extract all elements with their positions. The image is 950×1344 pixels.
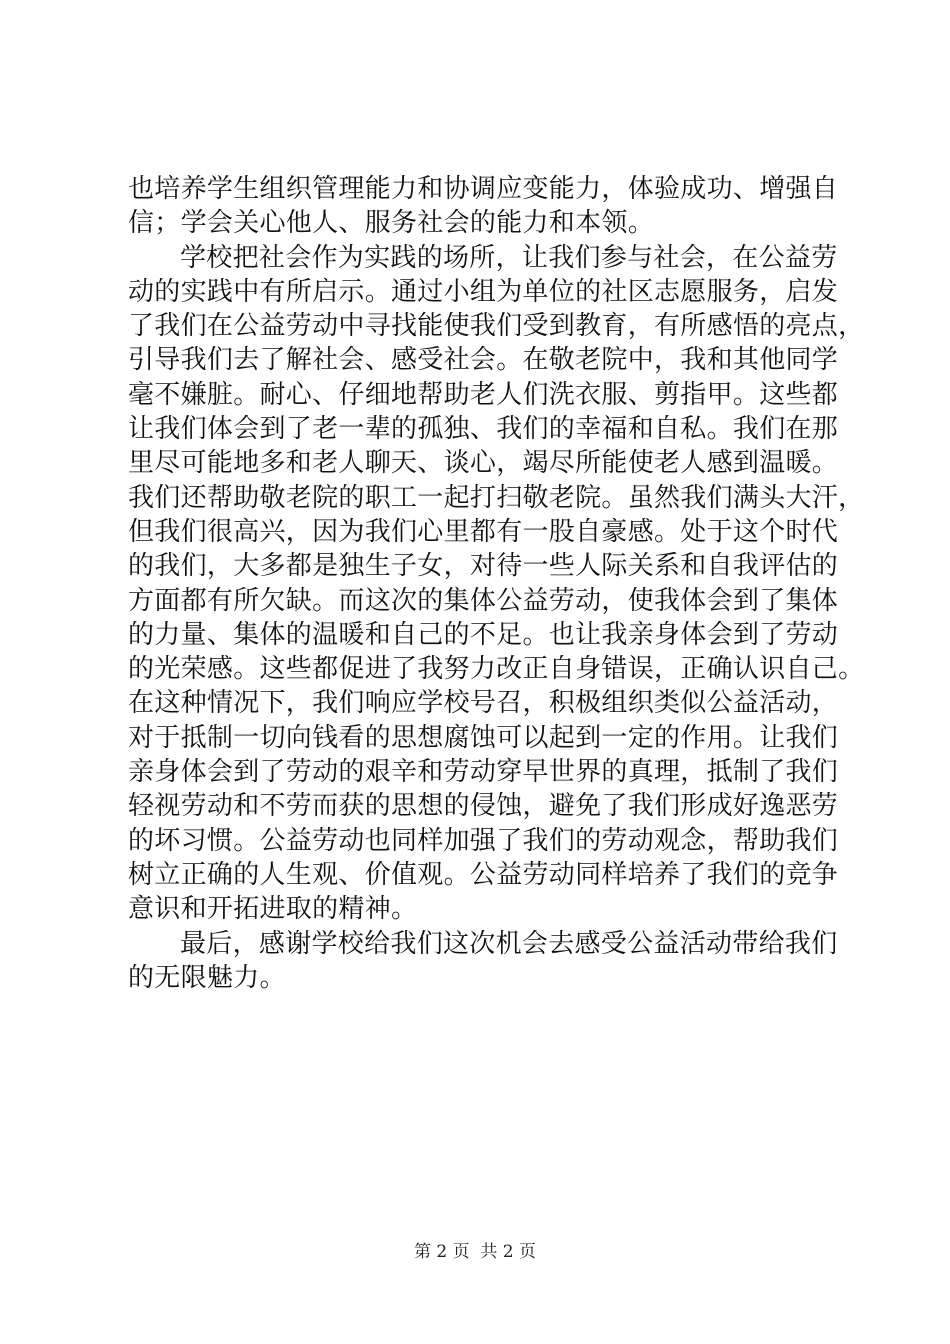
- paragraph-first-line: 学校把社会作为实践的场所，让我们参与社会，在公益劳: [180, 242, 838, 273]
- text-line: 毫不嫌脏。耐心、仔细地帮助老人们洗衣服、剪指甲。这些都: [128, 379, 839, 410]
- text-line: 动的实践中有所启示。通过小组为单位的社区志愿服务，启发: [128, 276, 839, 307]
- page-number: 第 2 页 共 2 页: [413, 1242, 537, 1262]
- text-line: 里尽可能地多和老人聊天、谈心，竭尽所能使老人感到温暖。: [128, 448, 839, 479]
- text-line: 的光荣感。这些都促进了我努力改正自身错误，正确认识自己。: [128, 654, 865, 685]
- text-line: 也培养学生组织管理能力和协调应变能力，体验成功、增强自: [128, 174, 839, 204]
- text-line: 的坏习惯。公益劳动也同样加强了我们的劳动观念，帮助我们: [128, 825, 839, 856]
- text-line: 方面都有所欠缺。而这次的集体公益劳动，使我体会到了集体: [128, 585, 839, 616]
- text-line: 但我们很高兴，因为我们心里都有一股自豪感。处于这个时代: [128, 516, 839, 547]
- text-line: 的无限魅力。: [128, 962, 286, 993]
- body-text: [128, 172, 865, 995]
- text-line: 信；学会关心他人、服务社会的能力和本领。: [128, 208, 655, 239]
- page-footer: [0, 1240, 950, 1264]
- text-line: 轻视劳动和不劳而获的思想的侵蚀，避免了我们形成好逸恶劳: [128, 791, 839, 822]
- text-line: 我们还帮助敬老院的职工一起打扫敬老院。虽然我们满头大汗，: [128, 482, 865, 513]
- text-line: 树立正确的人生观、价值观。公益劳动同样培养了我们的竞争: [128, 859, 839, 890]
- text-line: 引导我们去了解社会、感受社会。在敬老院中，我和其他同学: [128, 345, 839, 376]
- text-line: 的力量、集体的温暖和自己的不足。也让我亲身体会到了劳动: [128, 619, 839, 650]
- text-line: 在这种情况下，我们响应学校号召，积极组织类似公益活动，: [128, 688, 839, 719]
- text-line: 了我们在公益劳动中寻找能使我们受到教育，有所感悟的亮点，: [128, 311, 865, 342]
- paragraph-first-line: 最后，感谢学校给我们这次机会去感受公益活动带给我们: [180, 928, 838, 959]
- text-line: 意识和开拓进取的精神。: [128, 894, 418, 925]
- text-line: 对于抵制一切向钱看的思想腐蚀可以起到一定的作用。让我们: [128, 722, 839, 753]
- text-line: 的我们，大多都是独生子女，对待一些人际关系和自我评估的: [128, 551, 839, 582]
- text-line: 让我们体会到了老一辈的孤独、我们的幸福和自私。我们在那: [128, 414, 839, 445]
- text-line: 亲身体会到了劳动的艰辛和劳动穿早世界的真理，抵制了我们: [128, 757, 839, 788]
